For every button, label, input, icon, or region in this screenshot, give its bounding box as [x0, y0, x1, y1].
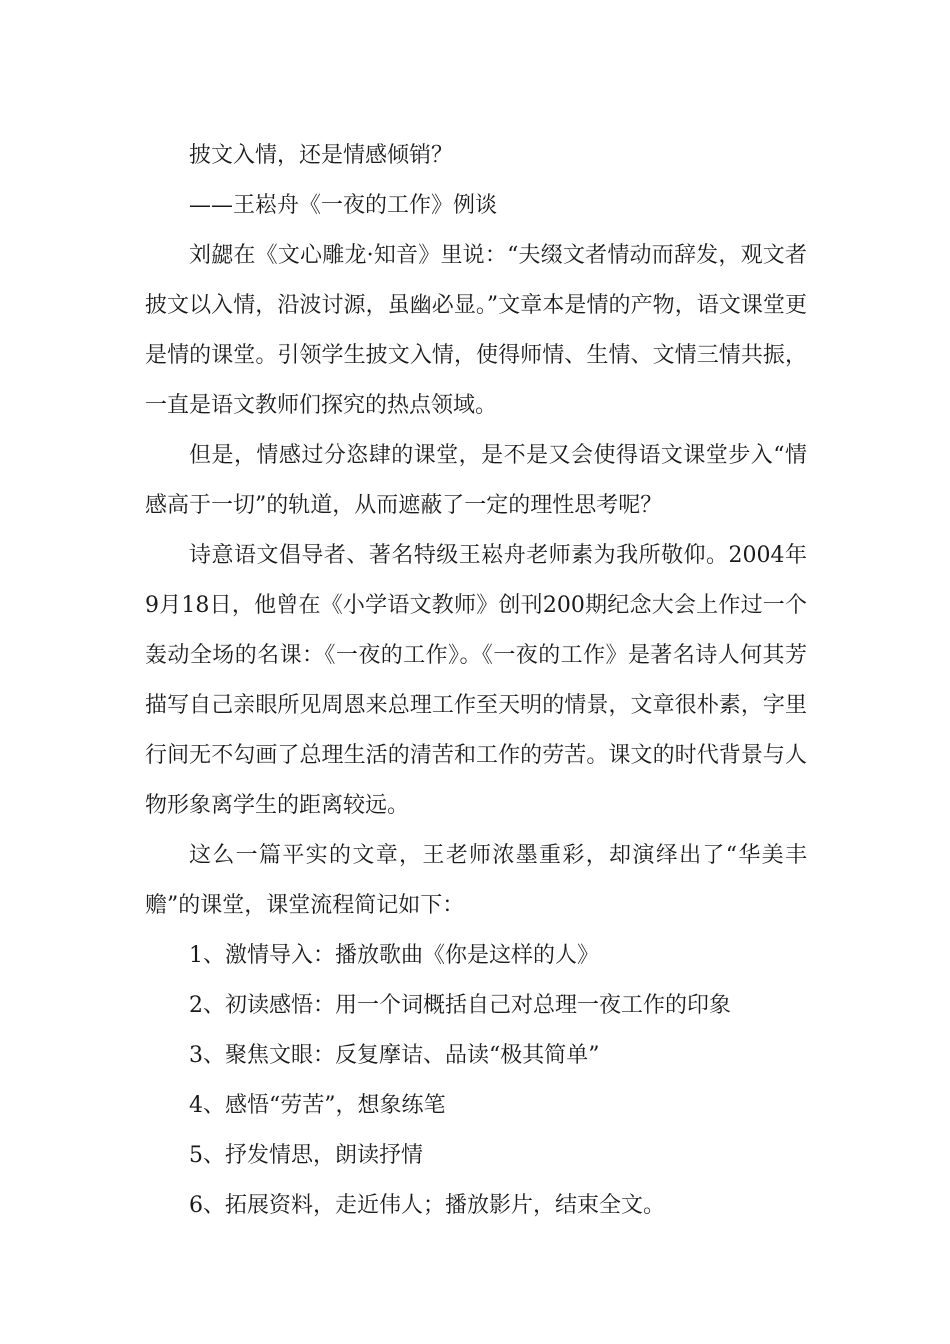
paragraph-lesson-intro: 这么一篇平实的文章，王老师浓墨重彩，却演绎出了“华美丰赡”的课堂，课堂流程简记如下：	[145, 843, 807, 918]
paragraph-background: 诗意语文倡导者、著名特级王崧舟老师素为我所敬仰。2004年9月18日，他曾在《小学语文教师》创刊200期纪念大会上作过一个轰动全场的名课：《一夜的工作》。《一夜的工作》是著名诗人何其芳描写自己亲眼所见周恩来总理工作至天明的情景，文章很朴素，字里行间无不勾画了总理生活的清苦和工作的劳苦。课文的时代背景与人物形象离学生的距离较远。	[145, 543, 807, 818]
document-subtitle: ——王崧舟《一夜的工作》例谈	[189, 193, 498, 218]
lesson-step-1: 1、激情导入：播放歌曲《你是这样的人》	[189, 943, 599, 968]
lesson-step-3: 3、聚焦文眼：反复摩诘、品读“极其简单”	[189, 1043, 600, 1068]
paragraph-intro: 刘勰在《文心雕龙·知音》里说：“夫缀文者情动而辞发，观文者披文以入情，沿波讨源，虽幽必显。”文章本是情的产物，语文课堂更是情的课堂。引领学生披文入情，使得师情、生情、文情三情共振，一直是语文教师们探究的热点领域。	[145, 243, 807, 418]
paragraph-question: 但是，情感过分恣肆的课堂，是不是又会使得语文课堂步入“情感高于一切”的轨道，从而遮蔽了一定的理性思考呢？	[145, 443, 807, 518]
document-body	[145, 131, 807, 1231]
lesson-step-4: 4、感悟“劳苦”，想象练笔	[189, 1093, 446, 1118]
lesson-step-5: 5、抒发情思，朗读抒情	[189, 1143, 423, 1168]
document-title: 披文入情，还是情感倾销？	[189, 143, 454, 168]
lesson-step-2: 2、初读感悟：用一个词概括自己对总理一夜工作的印象	[189, 993, 731, 1018]
lesson-step-6: 6、拓展资料，走近伟人；播放影片，结束全文。	[189, 1193, 665, 1218]
